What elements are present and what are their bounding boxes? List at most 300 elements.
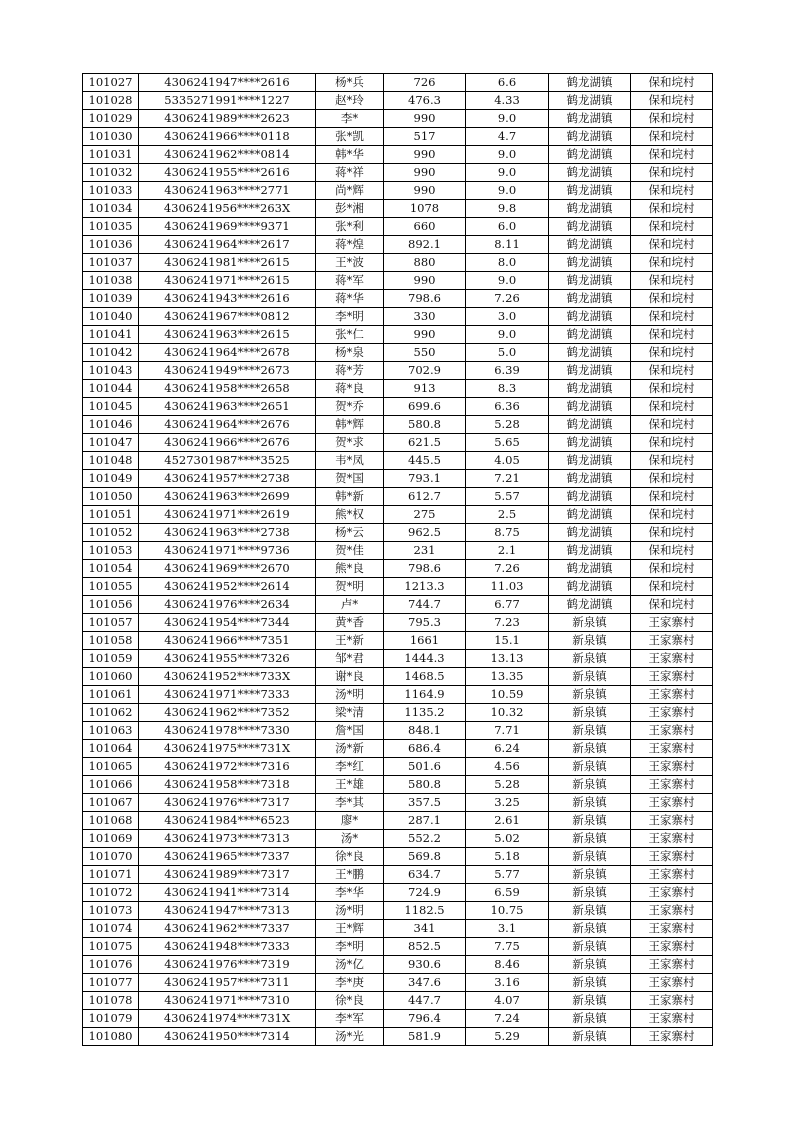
table-row (83, 200, 713, 218)
quantity-cell: 6.0 (466, 218, 549, 236)
table-row (83, 542, 713, 560)
town-cell: 新泉镇 (549, 830, 631, 848)
quantity-cell: 3.25 (466, 794, 549, 812)
town-cell: 鹤龙湖镇 (549, 308, 631, 326)
table-row (83, 740, 713, 758)
quantity-cell: 7.21 (466, 470, 549, 488)
amount-cell: 357.5 (384, 794, 466, 812)
name-cell: 汤*新 (316, 740, 384, 758)
town-cell: 鹤龙湖镇 (549, 110, 631, 128)
village-cell: 保和垸村 (631, 164, 713, 182)
village-cell: 保和垸村 (631, 146, 713, 164)
amount-cell: 501.6 (384, 758, 466, 776)
id-number-cell: 4527301987****3525 (139, 452, 316, 470)
village-cell: 保和垸村 (631, 92, 713, 110)
id-number-cell: 4306241972****7316 (139, 758, 316, 776)
quantity-cell: 4.7 (466, 128, 549, 146)
serial-number-cell: 101079 (83, 1010, 139, 1028)
town-cell: 新泉镇 (549, 776, 631, 794)
serial-number-cell: 101044 (83, 380, 139, 398)
amount-cell: 798.6 (384, 290, 466, 308)
village-cell: 保和垸村 (631, 74, 713, 92)
id-number-cell: 4306241941****7314 (139, 884, 316, 902)
village-cell: 保和垸村 (631, 470, 713, 488)
serial-number-cell: 101055 (83, 578, 139, 596)
id-number-cell: 4306241966****2676 (139, 434, 316, 452)
table-row (83, 272, 713, 290)
serial-number-cell: 101033 (83, 182, 139, 200)
amount-cell: 1468.5 (384, 668, 466, 686)
name-cell: 徐*良 (316, 992, 384, 1010)
table-row (83, 254, 713, 272)
town-cell: 鹤龙湖镇 (549, 74, 631, 92)
amount-cell: 476.3 (384, 92, 466, 110)
name-cell: 贺*求 (316, 434, 384, 452)
table-row (83, 632, 713, 650)
name-cell: 蒋*军 (316, 272, 384, 290)
quantity-cell: 9.0 (466, 326, 549, 344)
name-cell: 张*凯 (316, 128, 384, 146)
id-number-cell: 4306241950****7314 (139, 1028, 316, 1046)
amount-cell: 990 (384, 182, 466, 200)
village-cell: 王家寨村 (631, 812, 713, 830)
table-row (83, 920, 713, 938)
serial-number-cell: 101047 (83, 434, 139, 452)
serial-number-cell: 101041 (83, 326, 139, 344)
id-number-cell: 4306241974****731X (139, 1010, 316, 1028)
village-cell: 保和垸村 (631, 200, 713, 218)
id-number-cell: 4306241969****9371 (139, 218, 316, 236)
serial-number-cell: 101034 (83, 200, 139, 218)
table-row (83, 884, 713, 902)
name-cell: 李*华 (316, 884, 384, 902)
table-row (83, 650, 713, 668)
quantity-cell: 8.3 (466, 380, 549, 398)
id-number-cell: 4306241964****2676 (139, 416, 316, 434)
table-row (83, 578, 713, 596)
town-cell: 新泉镇 (549, 722, 631, 740)
id-number-cell: 4306241949****2673 (139, 362, 316, 380)
table-row (83, 1028, 713, 1046)
serial-number-cell: 101046 (83, 416, 139, 434)
serial-number-cell: 101069 (83, 830, 139, 848)
quantity-cell: 4.07 (466, 992, 549, 1010)
amount-cell: 990 (384, 326, 466, 344)
amount-cell: 341 (384, 920, 466, 938)
name-cell: 李*明 (316, 308, 384, 326)
id-number-cell: 4306241975****731X (139, 740, 316, 758)
village-cell: 保和垸村 (631, 290, 713, 308)
village-cell: 保和垸村 (631, 326, 713, 344)
quantity-cell: 10.32 (466, 704, 549, 722)
village-cell: 王家寨村 (631, 614, 713, 632)
table-row (83, 344, 713, 362)
village-cell: 保和垸村 (631, 272, 713, 290)
quantity-cell: 8.11 (466, 236, 549, 254)
village-cell: 王家寨村 (631, 704, 713, 722)
name-cell: 汤* (316, 830, 384, 848)
village-cell: 保和垸村 (631, 578, 713, 596)
serial-number-cell: 101043 (83, 362, 139, 380)
id-number-cell: 4306241966****0118 (139, 128, 316, 146)
village-cell: 王家寨村 (631, 884, 713, 902)
name-cell: 张*利 (316, 218, 384, 236)
serial-number-cell: 101057 (83, 614, 139, 632)
amount-cell: 1444.3 (384, 650, 466, 668)
quantity-cell: 4.33 (466, 92, 549, 110)
name-cell: 蒋*煌 (316, 236, 384, 254)
table-row (83, 416, 713, 434)
name-cell: 韩*辉 (316, 416, 384, 434)
table-row (83, 362, 713, 380)
serial-number-cell: 101031 (83, 146, 139, 164)
village-cell: 王家寨村 (631, 668, 713, 686)
quantity-cell: 5.29 (466, 1028, 549, 1046)
table-row (83, 992, 713, 1010)
table-row (83, 74, 713, 92)
amount-cell: 848.1 (384, 722, 466, 740)
serial-number-cell: 101029 (83, 110, 139, 128)
village-cell: 保和垸村 (631, 560, 713, 578)
table-row (83, 452, 713, 470)
village-cell: 王家寨村 (631, 992, 713, 1010)
quantity-cell: 8.75 (466, 524, 549, 542)
amount-cell: 550 (384, 344, 466, 362)
serial-number-cell: 101060 (83, 668, 139, 686)
serial-number-cell: 101039 (83, 290, 139, 308)
village-cell: 王家寨村 (631, 740, 713, 758)
village-cell: 王家寨村 (631, 866, 713, 884)
village-cell: 王家寨村 (631, 1010, 713, 1028)
name-cell: 杨*云 (316, 524, 384, 542)
quantity-cell: 2.1 (466, 542, 549, 560)
id-number-cell: 4306241971****7310 (139, 992, 316, 1010)
quantity-cell: 8.46 (466, 956, 549, 974)
table-row (83, 596, 713, 614)
amount-cell: 796.4 (384, 1010, 466, 1028)
name-cell: 邹*君 (316, 650, 384, 668)
village-cell: 王家寨村 (631, 902, 713, 920)
serial-number-cell: 101072 (83, 884, 139, 902)
amount-cell: 517 (384, 128, 466, 146)
amount-cell: 990 (384, 110, 466, 128)
quantity-cell: 4.05 (466, 452, 549, 470)
id-number-cell: 4306241976****7317 (139, 794, 316, 812)
village-cell: 王家寨村 (631, 938, 713, 956)
table-row (83, 812, 713, 830)
amount-cell: 699.6 (384, 398, 466, 416)
name-cell: 汤*明 (316, 902, 384, 920)
id-number-cell: 4306241971****2619 (139, 506, 316, 524)
name-cell: 杨*泉 (316, 344, 384, 362)
town-cell: 新泉镇 (549, 992, 631, 1010)
table-row (83, 722, 713, 740)
id-number-cell: 4306241973****7313 (139, 830, 316, 848)
quantity-cell: 5.28 (466, 416, 549, 434)
quantity-cell: 7.26 (466, 560, 549, 578)
quantity-cell: 5.77 (466, 866, 549, 884)
serial-number-cell: 101059 (83, 650, 139, 668)
name-cell: 韩*华 (316, 146, 384, 164)
town-cell: 新泉镇 (549, 704, 631, 722)
amount-cell: 726 (384, 74, 466, 92)
quantity-cell: 5.57 (466, 488, 549, 506)
town-cell: 鹤龙湖镇 (549, 434, 631, 452)
name-cell: 王*鹏 (316, 866, 384, 884)
id-number-cell: 4306241958****2658 (139, 380, 316, 398)
name-cell: 李*其 (316, 794, 384, 812)
town-cell: 新泉镇 (549, 740, 631, 758)
amount-cell: 569.8 (384, 848, 466, 866)
name-cell: 李*军 (316, 1010, 384, 1028)
quantity-cell: 7.26 (466, 290, 549, 308)
serial-number-cell: 101077 (83, 974, 139, 992)
town-cell: 新泉镇 (549, 686, 631, 704)
name-cell: 尚*辉 (316, 182, 384, 200)
quantity-cell: 6.39 (466, 362, 549, 380)
table-row (83, 614, 713, 632)
town-cell: 鹤龙湖镇 (549, 542, 631, 560)
id-number-cell: 4306241976****7319 (139, 956, 316, 974)
name-cell: 蒋*良 (316, 380, 384, 398)
town-cell: 新泉镇 (549, 1028, 631, 1046)
table-row (83, 776, 713, 794)
town-cell: 新泉镇 (549, 902, 631, 920)
name-cell: 蒋*华 (316, 290, 384, 308)
quantity-cell: 9.8 (466, 200, 549, 218)
village-cell: 保和垸村 (631, 416, 713, 434)
id-number-cell: 4306241981****2615 (139, 254, 316, 272)
table-row (83, 758, 713, 776)
serial-number-cell: 101070 (83, 848, 139, 866)
name-cell: 熊*良 (316, 560, 384, 578)
table-row (83, 704, 713, 722)
village-cell: 保和垸村 (631, 236, 713, 254)
quantity-cell: 13.35 (466, 668, 549, 686)
serial-number-cell: 101071 (83, 866, 139, 884)
quantity-cell: 9.0 (466, 110, 549, 128)
village-cell: 保和垸村 (631, 308, 713, 326)
town-cell: 新泉镇 (549, 938, 631, 956)
quantity-cell: 10.75 (466, 902, 549, 920)
table-row (83, 218, 713, 236)
village-cell: 保和垸村 (631, 254, 713, 272)
id-number-cell: 4306241967****0812 (139, 308, 316, 326)
town-cell: 鹤龙湖镇 (549, 182, 631, 200)
town-cell: 新泉镇 (549, 668, 631, 686)
data-table (82, 73, 713, 1046)
quantity-cell: 6.36 (466, 398, 549, 416)
serial-number-cell: 101032 (83, 164, 139, 182)
table-row (83, 182, 713, 200)
table-row (83, 146, 713, 164)
id-number-cell: 4306241964****2678 (139, 344, 316, 362)
town-cell: 鹤龙湖镇 (549, 272, 631, 290)
town-cell: 新泉镇 (549, 812, 631, 830)
town-cell: 鹤龙湖镇 (549, 470, 631, 488)
id-number-cell: 4306241976****2634 (139, 596, 316, 614)
amount-cell: 686.4 (384, 740, 466, 758)
serial-number-cell: 101035 (83, 218, 139, 236)
quantity-cell: 9.0 (466, 164, 549, 182)
amount-cell: 724.9 (384, 884, 466, 902)
id-number-cell: 4306241963****2699 (139, 488, 316, 506)
village-cell: 王家寨村 (631, 974, 713, 992)
name-cell: 熊*权 (316, 506, 384, 524)
town-cell: 新泉镇 (549, 920, 631, 938)
village-cell: 保和垸村 (631, 506, 713, 524)
town-cell: 鹤龙湖镇 (549, 344, 631, 362)
town-cell: 鹤龙湖镇 (549, 362, 631, 380)
amount-cell: 621.5 (384, 434, 466, 452)
id-number-cell: 4306241947****2616 (139, 74, 316, 92)
town-cell: 鹤龙湖镇 (549, 128, 631, 146)
quantity-cell: 7.75 (466, 938, 549, 956)
amount-cell: 580.8 (384, 776, 466, 794)
name-cell: 贺*国 (316, 470, 384, 488)
name-cell: 李* (316, 110, 384, 128)
town-cell: 鹤龙湖镇 (549, 254, 631, 272)
id-number-cell: 4306241989****7317 (139, 866, 316, 884)
village-cell: 保和垸村 (631, 488, 713, 506)
quantity-cell: 6.77 (466, 596, 549, 614)
table-row (83, 290, 713, 308)
quantity-cell: 6.24 (466, 740, 549, 758)
serial-number-cell: 101080 (83, 1028, 139, 1046)
amount-cell: 581.9 (384, 1028, 466, 1046)
id-number-cell: 4306241969****2670 (139, 560, 316, 578)
name-cell: 王*新 (316, 632, 384, 650)
serial-number-cell: 101051 (83, 506, 139, 524)
amount-cell: 1661 (384, 632, 466, 650)
id-number-cell: 4306241958****7318 (139, 776, 316, 794)
quantity-cell: 7.23 (466, 614, 549, 632)
name-cell: 徐*良 (316, 848, 384, 866)
name-cell: 詹*国 (316, 722, 384, 740)
amount-cell: 634.7 (384, 866, 466, 884)
table-row (83, 830, 713, 848)
table-row (83, 380, 713, 398)
serial-number-cell: 101037 (83, 254, 139, 272)
quantity-cell: 10.59 (466, 686, 549, 704)
id-number-cell: 4306241948****7333 (139, 938, 316, 956)
amount-cell: 231 (384, 542, 466, 560)
serial-number-cell: 101078 (83, 992, 139, 1010)
town-cell: 新泉镇 (549, 974, 631, 992)
table-row (83, 524, 713, 542)
amount-cell: 330 (384, 308, 466, 326)
name-cell: 赵*玲 (316, 92, 384, 110)
id-number-cell: 4306241943****2616 (139, 290, 316, 308)
town-cell: 鹤龙湖镇 (549, 92, 631, 110)
table-row (83, 668, 713, 686)
quantity-cell: 2.5 (466, 506, 549, 524)
serial-number-cell: 101073 (83, 902, 139, 920)
amount-cell: 798.6 (384, 560, 466, 578)
name-cell: 张*仁 (316, 326, 384, 344)
quantity-cell: 3.0 (466, 308, 549, 326)
name-cell: 贺*明 (316, 578, 384, 596)
serial-number-cell: 101036 (83, 236, 139, 254)
village-cell: 王家寨村 (631, 956, 713, 974)
amount-cell: 990 (384, 164, 466, 182)
quantity-cell: 5.18 (466, 848, 549, 866)
serial-number-cell: 101038 (83, 272, 139, 290)
quantity-cell: 8.0 (466, 254, 549, 272)
quantity-cell: 7.71 (466, 722, 549, 740)
name-cell: 蒋*祥 (316, 164, 384, 182)
town-cell: 新泉镇 (549, 614, 631, 632)
serial-number-cell: 101027 (83, 74, 139, 92)
town-cell: 新泉镇 (549, 632, 631, 650)
table-row (83, 686, 713, 704)
amount-cell: 580.8 (384, 416, 466, 434)
name-cell: 李*庚 (316, 974, 384, 992)
serial-number-cell: 101050 (83, 488, 139, 506)
amount-cell: 744.7 (384, 596, 466, 614)
village-cell: 保和垸村 (631, 128, 713, 146)
quantity-cell: 15.1 (466, 632, 549, 650)
town-cell: 鹤龙湖镇 (549, 398, 631, 416)
serial-number-cell: 101068 (83, 812, 139, 830)
serial-number-cell: 101064 (83, 740, 139, 758)
quantity-cell: 9.0 (466, 182, 549, 200)
serial-number-cell: 101042 (83, 344, 139, 362)
name-cell: 彭*湘 (316, 200, 384, 218)
serial-number-cell: 101040 (83, 308, 139, 326)
quantity-cell: 5.28 (466, 776, 549, 794)
table-row (83, 902, 713, 920)
village-cell: 王家寨村 (631, 794, 713, 812)
name-cell: 蒋*芳 (316, 362, 384, 380)
id-number-cell: 4306241971****9736 (139, 542, 316, 560)
village-cell: 王家寨村 (631, 758, 713, 776)
amount-cell: 930.6 (384, 956, 466, 974)
serial-number-cell: 101053 (83, 542, 139, 560)
town-cell: 鹤龙湖镇 (549, 416, 631, 434)
village-cell: 保和垸村 (631, 434, 713, 452)
village-cell: 保和垸村 (631, 182, 713, 200)
village-cell: 保和垸村 (631, 524, 713, 542)
id-number-cell: 4306241957****2738 (139, 470, 316, 488)
amount-cell: 552.2 (384, 830, 466, 848)
name-cell: 杨*兵 (316, 74, 384, 92)
amount-cell: 275 (384, 506, 466, 524)
id-number-cell: 4306241947****7313 (139, 902, 316, 920)
serial-number-cell: 101062 (83, 704, 139, 722)
id-number-cell: 4306241984****6523 (139, 812, 316, 830)
id-number-cell: 4306241989****2623 (139, 110, 316, 128)
serial-number-cell: 101028 (83, 92, 139, 110)
amount-cell: 347.6 (384, 974, 466, 992)
table-row (83, 326, 713, 344)
town-cell: 鹤龙湖镇 (549, 200, 631, 218)
id-number-cell: 4306241952****733X (139, 668, 316, 686)
town-cell: 新泉镇 (549, 650, 631, 668)
amount-cell: 795.3 (384, 614, 466, 632)
town-cell: 鹤龙湖镇 (549, 236, 631, 254)
town-cell: 新泉镇 (549, 794, 631, 812)
id-number-cell: 4306241966****7351 (139, 632, 316, 650)
town-cell: 鹤龙湖镇 (549, 326, 631, 344)
town-cell: 鹤龙湖镇 (549, 164, 631, 182)
amount-cell: 1078 (384, 200, 466, 218)
amount-cell: 1135.2 (384, 704, 466, 722)
town-cell: 鹤龙湖镇 (549, 596, 631, 614)
amount-cell: 660 (384, 218, 466, 236)
name-cell: 李*明 (316, 938, 384, 956)
village-cell: 保和垸村 (631, 542, 713, 560)
